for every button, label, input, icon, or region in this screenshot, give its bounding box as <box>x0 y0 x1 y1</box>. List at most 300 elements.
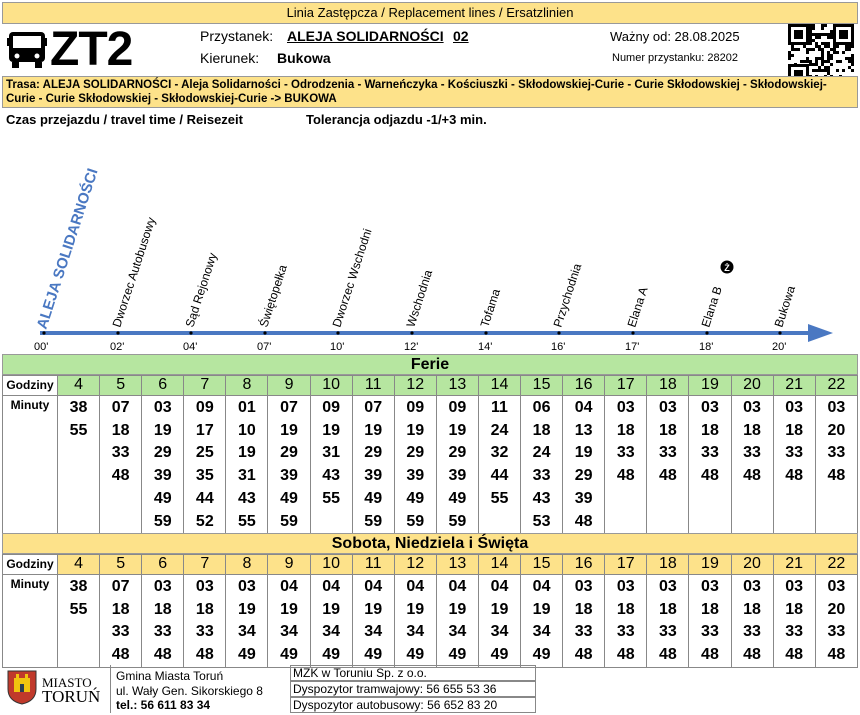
stop-marker <box>336 331 339 334</box>
gmina-address: ul. Wały Gen. Sikorskiego 8 <box>116 684 263 698</box>
departure-minute[interactable]: 07 <box>364 399 383 416</box>
hour-cell: 6 <box>142 555 184 575</box>
departure-minute[interactable]: 03 <box>574 578 593 595</box>
footer <box>2 665 858 713</box>
departure-minute[interactable]: 48 <box>743 646 761 664</box>
departure-minute[interactable]: 49 <box>448 489 467 507</box>
hour-cell: 12 <box>394 555 436 575</box>
replacement-lines-banner: Linia Zastępcza / Replacement lines / Ersatzlinien <box>2 2 858 24</box>
minutes-cell <box>268 575 310 668</box>
departure-minute[interactable]: 33 <box>658 444 677 462</box>
departure-minute[interactable]: 18 <box>701 421 719 439</box>
minutes-cell <box>226 575 268 668</box>
minutes-cell <box>647 396 689 534</box>
departure-minute[interactable]: 04 <box>532 578 551 595</box>
stop-label: Wschodnia <box>403 268 436 329</box>
departure-minute[interactable]: 04 <box>448 578 467 595</box>
minutes-cell <box>563 396 605 534</box>
departure-minute[interactable]: 19 <box>364 600 383 618</box>
departure-minute[interactable]: 07 <box>111 578 130 595</box>
departure-minute[interactable]: 48 <box>574 646 593 664</box>
departure-minute[interactable]: 19 <box>322 600 340 618</box>
departure-minute[interactable]: 39 <box>153 467 172 485</box>
departure-minute[interactable]: 18 <box>785 421 804 439</box>
departure-minute[interactable]: 48 <box>701 467 719 485</box>
departure-minute[interactable]: 03 <box>701 399 719 416</box>
departure-minute[interactable]: 55 <box>238 512 256 530</box>
departure-minute[interactable]: 32 <box>490 444 509 462</box>
hour-cell: 20 <box>731 376 773 396</box>
timetable-header <box>2 24 858 76</box>
minutes-cell <box>689 575 731 668</box>
departure-minute[interactable]: 03 <box>658 578 677 595</box>
departure-minute[interactable]: 39 <box>280 467 298 485</box>
departure-minute[interactable]: 34 <box>280 623 298 641</box>
departure-minute[interactable]: 19 <box>238 444 256 462</box>
departure-minute[interactable]: 03 <box>616 578 635 595</box>
hour-cell: 15 <box>521 376 563 396</box>
departure-minute[interactable]: 31 <box>322 444 340 462</box>
departure-minute[interactable]: 33 <box>701 444 719 462</box>
minutes-cell <box>58 396 100 534</box>
departure-minute[interactable]: 34 <box>532 623 551 641</box>
departure-minute[interactable]: 29 <box>280 444 298 462</box>
stop-time: 04' <box>183 341 198 353</box>
departure-minute[interactable]: 29 <box>448 444 467 462</box>
hour-cell: 22 <box>815 376 857 396</box>
on-request-badge: Ż <box>724 263 730 273</box>
departure-minute[interactable]: 07 <box>280 399 298 416</box>
hour-cell: 7 <box>184 376 226 396</box>
departure-minute[interactable]: 48 <box>195 646 214 664</box>
route-arrowhead <box>808 324 833 342</box>
departure-minute[interactable]: 03 <box>153 578 172 595</box>
hour-cell: 19 <box>689 555 731 575</box>
departure-minute[interactable]: 34 <box>322 623 340 641</box>
hour-cell: 6 <box>142 376 184 396</box>
minutes-cell <box>184 396 226 534</box>
departure-minute[interactable]: 01 <box>238 399 256 416</box>
line-number: ZT2 <box>50 23 133 76</box>
departure-minute[interactable]: 18 <box>616 600 635 618</box>
minutes-cell <box>689 396 731 534</box>
departure-minute[interactable]: 39 <box>574 489 593 507</box>
departure-minute[interactable]: 48 <box>111 646 130 664</box>
hour-cell: 14 <box>478 376 520 396</box>
departure-minute[interactable]: 34 <box>406 623 425 641</box>
stop-label: Elana B <box>698 284 725 329</box>
minutes-cell <box>815 396 857 534</box>
valid-from: Ważny od: 28.08.2025 <box>610 29 740 44</box>
direction-label: Kierunek: <box>200 50 260 66</box>
minutes-cell <box>352 396 394 534</box>
minutes-header: Minuty <box>3 396 58 534</box>
departure-minute[interactable]: 34 <box>490 623 509 641</box>
hour-cell: 16 <box>563 376 605 396</box>
stop-label: Dworzec Autobusowy <box>109 215 159 329</box>
departure-minute[interactable]: 55 <box>69 421 88 439</box>
departure-minute[interactable]: 39 <box>364 467 383 485</box>
departure-minute[interactable]: 18 <box>111 600 130 618</box>
departure-minute[interactable]: 49 <box>153 489 172 507</box>
hour-cell: 5 <box>100 376 142 396</box>
departure-minute[interactable]: 19 <box>448 600 467 618</box>
minutes-cell <box>226 396 268 534</box>
stop-marker <box>705 331 708 334</box>
departure-tolerance: Tolerancja odjazdu -1/+3 min. <box>306 112 487 127</box>
departure-minute[interactable]: 59 <box>153 512 172 530</box>
departure-minute[interactable]: 33 <box>785 444 804 462</box>
departure-minute[interactable]: 19 <box>532 600 551 618</box>
departure-minute[interactable]: 11 <box>491 399 508 416</box>
departure-minute[interactable]: 19 <box>280 421 298 439</box>
departure-minute[interactable]: 33 <box>743 444 761 462</box>
departure-minute[interactable]: 03 <box>701 578 719 595</box>
departure-minute[interactable]: 59 <box>448 512 467 530</box>
hours-header: Godziny <box>3 376 58 396</box>
minutes-cell <box>815 575 857 668</box>
departure-minute[interactable]: 09 <box>448 399 467 416</box>
departure-minute[interactable]: 19 <box>364 421 383 439</box>
departure-minute[interactable]: 49 <box>238 646 256 664</box>
minutes-header: Minuty <box>3 575 58 668</box>
departure-minute[interactable]: 03 <box>785 399 804 416</box>
departure-minute[interactable]: 33 <box>616 444 635 462</box>
departure-minute[interactable]: 03 <box>153 399 172 416</box>
departure-minute[interactable]: 48 <box>616 646 635 664</box>
minutes-cell <box>58 575 100 668</box>
departure-minute[interactable]: 03 <box>743 399 761 416</box>
departure-minute[interactable]: 29 <box>406 444 425 462</box>
departure-minute[interactable]: 18 <box>532 421 551 439</box>
departure-minute[interactable]: 55 <box>69 600 88 618</box>
hour-cell: 20 <box>731 555 773 575</box>
departure-minute[interactable]: 33 <box>827 623 846 641</box>
hour-cell: 10 <box>310 555 352 575</box>
hour-cell: 13 <box>436 555 478 575</box>
departure-minute[interactable]: 04 <box>574 399 593 416</box>
departure-minute[interactable]: 49 <box>490 646 509 664</box>
departure-minute[interactable]: 49 <box>280 489 298 507</box>
departure-minute[interactable]: 03 <box>785 578 804 595</box>
minutes-cell <box>268 396 310 534</box>
stop-marker <box>557 331 560 334</box>
minutes-cell <box>310 396 352 534</box>
hour-cell: 9 <box>268 376 310 396</box>
departure-minute[interactable]: 04 <box>406 578 425 595</box>
minutes-cell <box>478 396 520 534</box>
stop-code: 02 <box>453 28 469 44</box>
departure-minute[interactable]: 59 <box>364 512 383 530</box>
departure-minute[interactable]: 24 <box>532 444 551 462</box>
departure-minute[interactable]: 03 <box>827 399 846 416</box>
departure-minute[interactable]: 04 <box>490 578 509 595</box>
departure-minute[interactable]: 19 <box>406 600 425 618</box>
hour-cell: 22 <box>815 555 857 575</box>
gmina-phone: tel.: 56 611 83 34 <box>116 698 211 712</box>
stop-label: Elana A <box>624 285 651 329</box>
departure-minute[interactable]: 29 <box>153 444 172 462</box>
departure-minute[interactable]: 49 <box>532 646 551 664</box>
hour-cell: 21 <box>773 376 815 396</box>
departure-minute[interactable]: 59 <box>406 512 425 530</box>
departure-minute[interactable]: 49 <box>406 489 425 507</box>
departure-minute[interactable]: 29 <box>574 467 593 485</box>
minutes-cell <box>184 575 226 668</box>
stop-time: 07' <box>257 341 272 353</box>
route-diagram <box>0 128 860 354</box>
departure-minute[interactable]: 35 <box>195 467 214 485</box>
departure-minute[interactable]: 33 <box>616 623 635 641</box>
section-title-ferie: Ferie <box>2 354 858 375</box>
departure-minute[interactable]: 33 <box>827 444 846 462</box>
minutes-cell <box>394 575 436 668</box>
departure-minute[interactable]: 33 <box>532 467 551 485</box>
minutes-cell <box>436 396 478 534</box>
minutes-cell <box>394 396 436 534</box>
travel-time-label: Czas przejazdu / travel time / Reisezeit <box>6 112 243 127</box>
departure-minute[interactable]: 43 <box>532 489 551 507</box>
hour-cell: 17 <box>605 555 647 575</box>
bus-icon <box>6 30 48 70</box>
departure-minute[interactable]: 48 <box>827 646 846 664</box>
departure-minute[interactable]: 39 <box>406 467 425 485</box>
minutes-cell <box>436 575 478 668</box>
stop-label: Bukowa <box>771 283 799 329</box>
departure-minute[interactable]: 48 <box>574 512 593 530</box>
departure-minute[interactable]: 48 <box>658 467 677 485</box>
departure-minute[interactable]: 06 <box>532 399 551 416</box>
hour-cell: 12 <box>394 376 436 396</box>
torun-crest-icon <box>6 669 38 705</box>
minutes-cell <box>605 396 647 534</box>
departure-minute[interactable]: 09 <box>195 399 214 416</box>
departure-minute[interactable]: 33 <box>658 623 677 641</box>
departure-minute[interactable]: 55 <box>490 489 509 507</box>
minutes-cell <box>647 575 689 668</box>
departure-minute[interactable]: 04 <box>364 578 383 595</box>
departure-minute[interactable]: 52 <box>195 512 214 530</box>
departure-minute[interactable]: 34 <box>448 623 467 641</box>
minutes-cell <box>142 575 184 668</box>
departure-minute[interactable]: 29 <box>364 444 383 462</box>
departure-minute[interactable]: 19 <box>490 600 509 618</box>
departure-minute[interactable]: 03 <box>616 399 635 416</box>
minutes-cell <box>605 575 647 668</box>
stop-time: 20' <box>772 341 787 353</box>
departure-minute[interactable]: 19 <box>574 444 593 462</box>
stop-label: Sąd Rejonowy <box>182 250 220 329</box>
stop-marker <box>484 331 487 334</box>
hour-cell: 15 <box>521 555 563 575</box>
stop-marker <box>778 331 781 334</box>
operator-name: MZK w Toruniu Sp. z o.o. <box>290 665 536 681</box>
departure-minute[interactable]: 48 <box>743 467 761 485</box>
stop-marker <box>189 331 192 334</box>
stop-label: Przychodnia <box>550 261 585 329</box>
hour-cell: 11 <box>352 376 394 396</box>
minutes-cell <box>563 575 605 668</box>
hour-cell: 19 <box>689 376 731 396</box>
departure-minute[interactable]: 49 <box>280 646 298 664</box>
departure-minute[interactable]: 18 <box>153 600 172 618</box>
departure-minute[interactable]: 18 <box>111 421 130 439</box>
minutes-cell <box>310 575 352 668</box>
departure-minute[interactable]: 44 <box>490 467 509 485</box>
departure-minute[interactable]: 09 <box>406 399 425 416</box>
departure-minute[interactable]: 33 <box>743 623 761 641</box>
departure-minute[interactable]: 48 <box>785 646 804 664</box>
departure-minute[interactable]: 13 <box>574 421 593 439</box>
footer-divider <box>110 665 111 713</box>
minutes-cell <box>352 575 394 668</box>
hour-cell: 9 <box>268 555 310 575</box>
direction-name: Bukowa <box>277 50 331 66</box>
stop-label: Przystanek: <box>200 28 274 44</box>
hour-cell: 4 <box>58 376 100 396</box>
departure-minute[interactable]: 38 <box>69 578 88 595</box>
minutes-cell <box>521 575 563 668</box>
departure-minute[interactable]: 44 <box>195 489 214 507</box>
hour-cell: 10 <box>310 376 352 396</box>
departure-minute[interactable]: 49 <box>448 646 467 664</box>
departure-minute[interactable]: 49 <box>322 646 340 664</box>
departure-minute[interactable]: 53 <box>532 512 551 530</box>
stop-time: 17' <box>625 341 640 353</box>
hour-cell: 14 <box>478 555 520 575</box>
timetable-weekend <box>2 554 858 668</box>
departure-minute[interactable]: 18 <box>658 600 677 618</box>
minutes-cell <box>100 396 142 534</box>
departure-minute[interactable]: 49 <box>364 489 383 507</box>
departure-minute[interactable]: 18 <box>701 600 719 618</box>
hour-cell: 8 <box>226 376 268 396</box>
departure-minute[interactable]: 18 <box>616 421 635 439</box>
departure-minute[interactable]: 04 <box>322 578 340 595</box>
departure-minute[interactable]: 18 <box>785 600 804 618</box>
stop-number: Numer przystanku: 28202 <box>612 52 738 64</box>
minutes-cell <box>731 396 773 534</box>
departure-minute[interactable]: 31 <box>238 467 256 485</box>
departure-minute[interactable]: 48 <box>658 646 677 664</box>
stop-time: 12' <box>404 341 419 353</box>
departure-minute[interactable]: 38 <box>69 399 88 416</box>
departure-minute[interactable]: 20 <box>827 600 846 618</box>
departure-minute[interactable]: 33 <box>574 623 593 641</box>
departure-minute[interactable]: 59 <box>280 512 298 530</box>
departure-minute[interactable]: 33 <box>785 623 804 641</box>
hour-cell: 16 <box>563 555 605 575</box>
departure-minute[interactable]: 03 <box>827 578 846 595</box>
departure-minute[interactable]: 48 <box>785 467 804 485</box>
hour-cell: 4 <box>58 555 100 575</box>
departure-minute[interactable]: 20 <box>827 421 846 439</box>
departure-minute[interactable]: 34 <box>364 623 383 641</box>
departure-minute[interactable]: 43 <box>238 489 256 507</box>
departure-minute[interactable]: 48 <box>827 467 846 485</box>
minutes-cell <box>478 575 520 668</box>
stop-time: 14' <box>478 341 493 353</box>
departure-minute[interactable]: 17 <box>195 421 214 439</box>
stop-time: 10' <box>330 341 345 353</box>
minutes-cell <box>773 396 815 534</box>
departure-minute[interactable]: 10 <box>238 421 256 439</box>
bus-dispatcher: Dyspozytor autobusowy: 56 652 83 20 <box>290 697 536 713</box>
departure-minute[interactable]: 03 <box>743 578 761 595</box>
departure-minute[interactable]: 18 <box>195 600 214 618</box>
departure-minute[interactable]: 48 <box>701 646 719 664</box>
route-description: Trasa: ALEJA SOLIDARNOŚCI - Aleja Solidarności - Odrodzenia - Warneńczyka - Kościuszki - Skłodowskiej-Curie - Curie Skłodowskiej - Skłodowskiej-Curie - Curie Skłodowskiej - Skłodowskiej-Curie -> BUKOWA <box>2 76 858 108</box>
minutes-cell <box>142 396 184 534</box>
hour-cell: 18 <box>647 376 689 396</box>
departure-minute[interactable]: 18 <box>743 600 761 618</box>
hour-cell: 7 <box>184 555 226 575</box>
departure-minute[interactable]: 49 <box>364 646 383 664</box>
departure-minute[interactable]: 48 <box>616 467 635 485</box>
stop-label: Tofama <box>477 287 504 329</box>
departure-minute[interactable]: 19 <box>238 600 256 618</box>
departure-minute[interactable]: 33 <box>153 623 172 641</box>
stop-marker <box>410 331 413 334</box>
departure-minute[interactable]: 19 <box>448 421 467 439</box>
departure-minute[interactable]: 09 <box>322 399 340 416</box>
departure-minute[interactable]: 19 <box>406 421 425 439</box>
timetable-ferie <box>2 375 858 534</box>
hour-cell: 5 <box>100 555 142 575</box>
departure-minute[interactable]: 33 <box>111 444 130 462</box>
departure-minute[interactable]: 04 <box>280 578 298 595</box>
section-title-weekend: Sobota, Niedziela i Święta <box>2 533 858 554</box>
hours-header: Godziny <box>3 555 58 575</box>
departure-minute[interactable]: 39 <box>448 467 467 485</box>
departure-minute[interactable]: 03 <box>195 578 214 595</box>
hour-cell: 21 <box>773 555 815 575</box>
departure-minute[interactable]: 33 <box>111 623 130 641</box>
hour-cell: 11 <box>352 555 394 575</box>
stop-marker <box>631 331 634 334</box>
minutes-cell <box>773 575 815 668</box>
gmina-name: Gmina Miasta Toruń <box>116 669 224 683</box>
departure-minute[interactable]: 07 <box>111 399 130 416</box>
hour-cell: 13 <box>436 376 478 396</box>
departure-minute[interactable]: 48 <box>153 646 172 664</box>
departure-minute[interactable]: 49 <box>406 646 425 664</box>
departure-minute[interactable]: 18 <box>574 600 593 618</box>
stop-label: Świętopełka <box>256 263 290 329</box>
departure-minute[interactable]: 24 <box>490 421 509 439</box>
departure-minute[interactable]: 03 <box>658 399 677 416</box>
departure-minute[interactable]: 55 <box>322 489 340 507</box>
departure-minute[interactable]: 19 <box>322 421 340 439</box>
city-name-top: MIASTO <box>42 675 92 690</box>
departure-minute[interactable]: 18 <box>658 421 677 439</box>
departure-minute[interactable]: 19 <box>153 421 172 439</box>
departure-minute[interactable]: 18 <box>743 421 761 439</box>
origin-stop-label: ALEJA SOLIDARNOŚCI <box>33 166 102 332</box>
departure-minute[interactable]: 19 <box>280 600 298 618</box>
departure-minute[interactable]: 33 <box>195 623 214 641</box>
stop-marker <box>116 331 119 334</box>
departure-minute[interactable]: 25 <box>195 444 214 462</box>
stop-time: 18' <box>699 341 714 353</box>
minutes-cell <box>731 575 773 668</box>
departure-minute[interactable]: 03 <box>238 578 256 595</box>
departure-minute[interactable]: 33 <box>701 623 719 641</box>
departure-minute[interactable]: 34 <box>238 623 256 641</box>
departure-minute[interactable]: 48 <box>111 467 130 485</box>
minutes-cell <box>100 575 142 668</box>
departure-minute[interactable]: 43 <box>322 467 340 485</box>
